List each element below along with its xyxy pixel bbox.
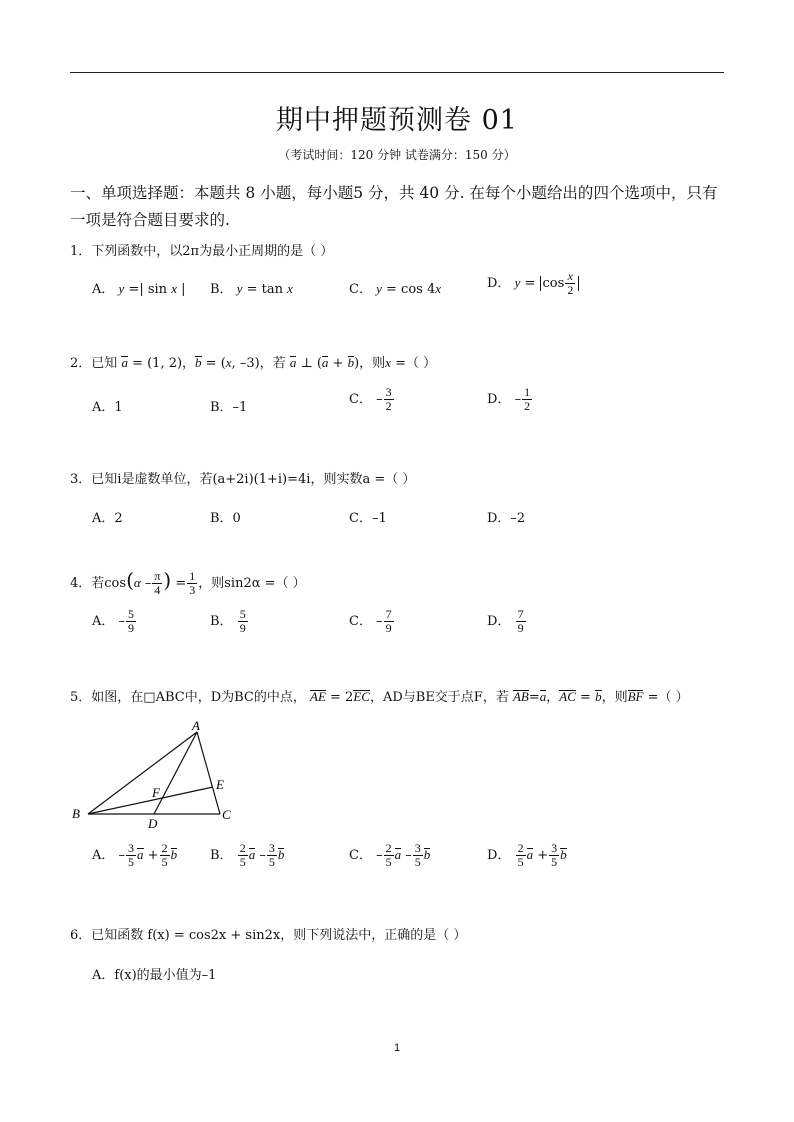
question-5-option-d: D． $\frac{2}{5}$ a + $\frac{3}{5}$ b (487, 841, 567, 869)
label-b: B (72, 806, 80, 821)
question-4-option-b: B． $\frac{5}{9}$ (210, 607, 246, 635)
question-1-option-b: B． y = tan x (210, 281, 293, 297)
label-c: C (222, 807, 231, 822)
question-1-option-c: C． y = cos 4x (349, 281, 441, 297)
question-6-stem: 6．已知函数 f(x) = cos2x + sin2x，则下列说法中，正确的是（ ） (70, 928, 467, 943)
question-5-option-b: B． $\frac{2}{5}$ a – $\frac{3}{5}$ b (210, 841, 285, 869)
question-4-option-a: A． – $\frac{5}{9}$ (92, 607, 135, 635)
label-e: E (216, 777, 224, 792)
triangle-figure (70, 716, 250, 832)
question-6-option-a: A．f(x)的最小值为–1 (92, 968, 217, 983)
segment-ac (197, 732, 220, 814)
question-4-option-c: C． – $\frac{7}{9}$ (349, 607, 392, 635)
question-3-option-d: D．–2 (487, 511, 526, 526)
label-d: D (148, 816, 158, 831)
question-1-option-d: D． y = cos $\frac{x}{2}$ (487, 270, 579, 297)
question-5-option-a: A． – $\frac{3}{5}$ a + $\frac{2}{5}$ b (92, 841, 178, 869)
section-heading: 一、单项选择题：本题共 8 小题，每小题5 分，共 40 分. 在每个小题给出的四个选项中，只有一项是符合题目要求的. (70, 184, 718, 229)
question-3-option-b: B．0 (210, 511, 241, 526)
question-5-option-c: C． – $\frac{2}{5}$ a – $\frac{3}{5}$ b (349, 841, 431, 869)
question-1-stem: 1．下列函数中，以2π为最小正周期的是（ ） (70, 244, 334, 259)
segment-ad (154, 732, 197, 814)
question-5-stem: 5．如图，在□ABC中，D为BC的中点， AE = 2EC，AD与BE交于点F，若 AB=a，AC = b，则BF =（ ） (70, 689, 689, 705)
question-4-option-d: D． $\frac{7}{9}$ (487, 607, 524, 635)
question-3-option-a: A．2 (92, 511, 123, 526)
question-2-option-a: A．1 (92, 400, 123, 415)
question-2-option-c: C． – $\frac{3}{2}$ (349, 385, 392, 413)
question-3-stem: 3．已知i是虚数单位，若(a+2i)(1+i)=4i，则实数a =（ ） (70, 472, 416, 487)
header-rule (70, 72, 724, 73)
question-2-stem: 2．已知 a = (1, 2)，b = (x, –3)，若 a ⊥ (a + b)，则x =（ ） (70, 355, 437, 371)
label-a: A (192, 718, 200, 733)
question-2-option-b: B．–1 (210, 400, 248, 415)
question-4-stem: 4．若cos(α – $\frac{\pi}{4}$ ) = $\frac{1}{3}$ ，则sin2α =（ ） (70, 568, 306, 597)
question-3-option-c: C．–1 (349, 511, 387, 526)
label-f: F (152, 785, 160, 800)
exam-info: （考试时间：120 分钟 试卷满分：150 分） (278, 148, 516, 162)
question-2-option-d: D． – $\frac{1}{2}$ (487, 385, 531, 413)
page-title: 期中押题预测卷 01 (276, 105, 518, 136)
page-number: 1 (393, 1042, 401, 1054)
question-1-option-a: A． y =| sin x | (92, 281, 186, 297)
